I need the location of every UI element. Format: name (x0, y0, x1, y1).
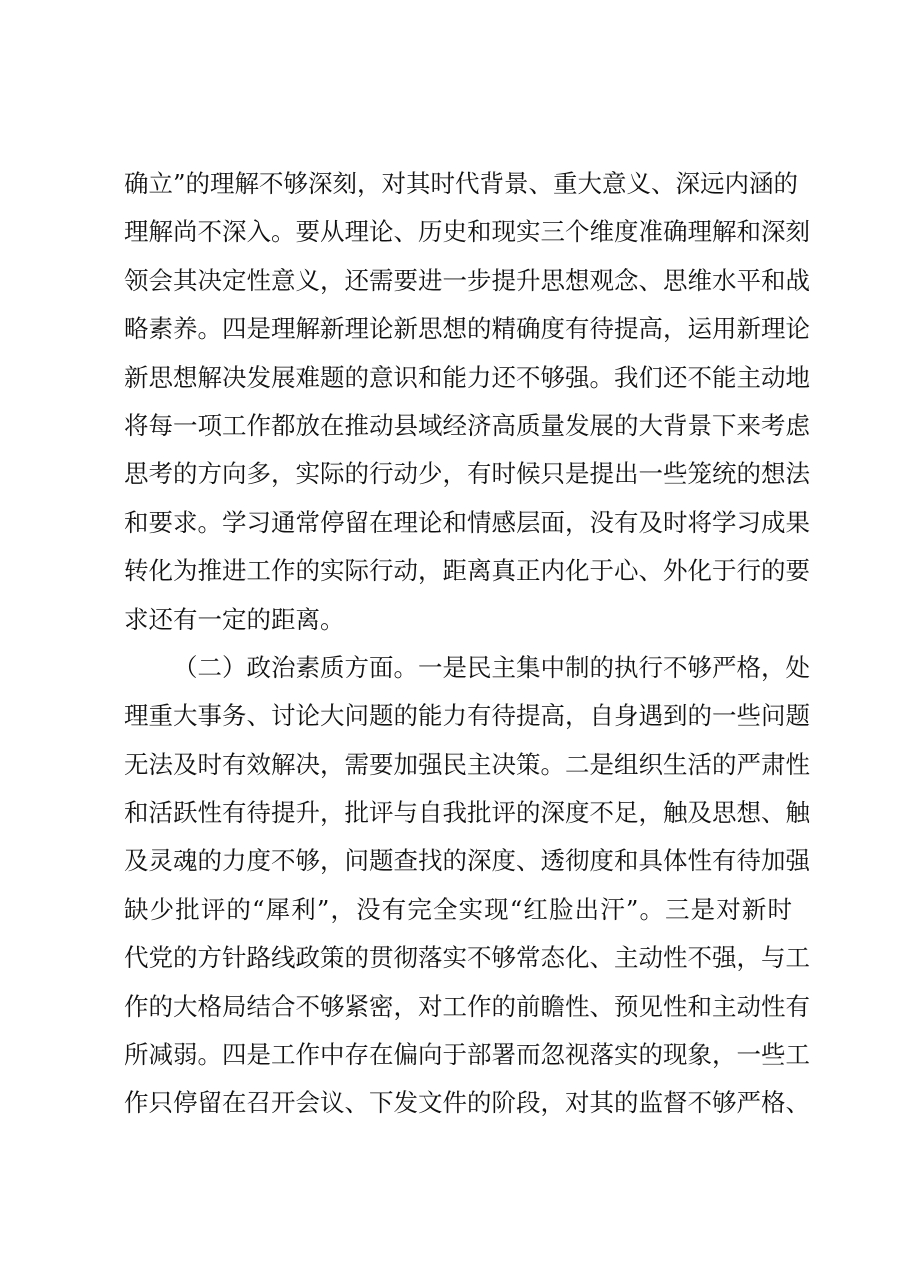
text-line: 将每一项工作都放在推动县域经济高质量发展的大背景下来考虑 (124, 410, 810, 440)
text-line: 理重大事务、讨论大问题的能力有待提高，自身遇到的一些问题 (124, 701, 810, 731)
text-line: 作的大格局结合不够紧密，对工作的前瞻性、预见性和主动性有 (124, 991, 810, 1021)
text-line: 缺少批评的“犀利”，没有完全实现“红脸出汗”。三是对新时 (124, 894, 792, 924)
paragraph-political-quality (124, 644, 810, 1128)
text-line: 和要求。学习通常停留在理论和情感层面，没有及时将学习成果 (124, 507, 810, 537)
document-body (124, 160, 810, 1128)
text-line: 领会其决定性意义，还需要进一步提升思想观念、思维水平和战 (124, 265, 810, 295)
text-line: 代党的方针路线政策的贯彻落实不够常态化、主动性不强，与工 (124, 943, 810, 973)
text-line: 及灵魂的力度不够，问题查找的深度、透彻度和具体性有待加强 (124, 846, 810, 876)
text-line: 转化为推进工作的实际行动，距离真正内化于心、外化于行的要 (124, 556, 810, 586)
text-line: 无法及时有效解决，需要加强民主决策。二是组织生活的严肃性 (124, 749, 810, 779)
text-line: 思考的方向多，实际的行动少，有时候只是提出一些笼统的想法 (124, 459, 810, 489)
text-line: 略素养。四是理解新理论新思想的精确度有待提高，运用新理论 (124, 314, 810, 344)
text-line: 所减弱。四是工作中存在偏向于部署而忽视落实的现象，一些工 (124, 1040, 810, 1070)
text-line: 和活跃性有待提升，批评与自我批评的深度不足，触及思想、触 (124, 798, 810, 828)
text-line: 求还有一定的距离。 (124, 604, 345, 634)
text-line: 新思想解决发展难题的意识和能力还不够强。我们还不能主动地 (124, 362, 810, 392)
text-line: 确立”的理解不够深刻，对其时代背景、重大意义、深远内涵的 (124, 169, 799, 198)
paragraph-learning-issues (124, 160, 810, 644)
text-line: 作只停留在召开会议、下发文件的阶段，对其的监督不够严格、 (124, 1088, 810, 1118)
text-line: 理解尚不深入。要从理论、历史和现实三个维度准确理解和深刻 (124, 217, 810, 247)
section-heading-line: （二）政治素质方面。一是民主集中制的执行不够严格，处 (173, 652, 810, 682)
